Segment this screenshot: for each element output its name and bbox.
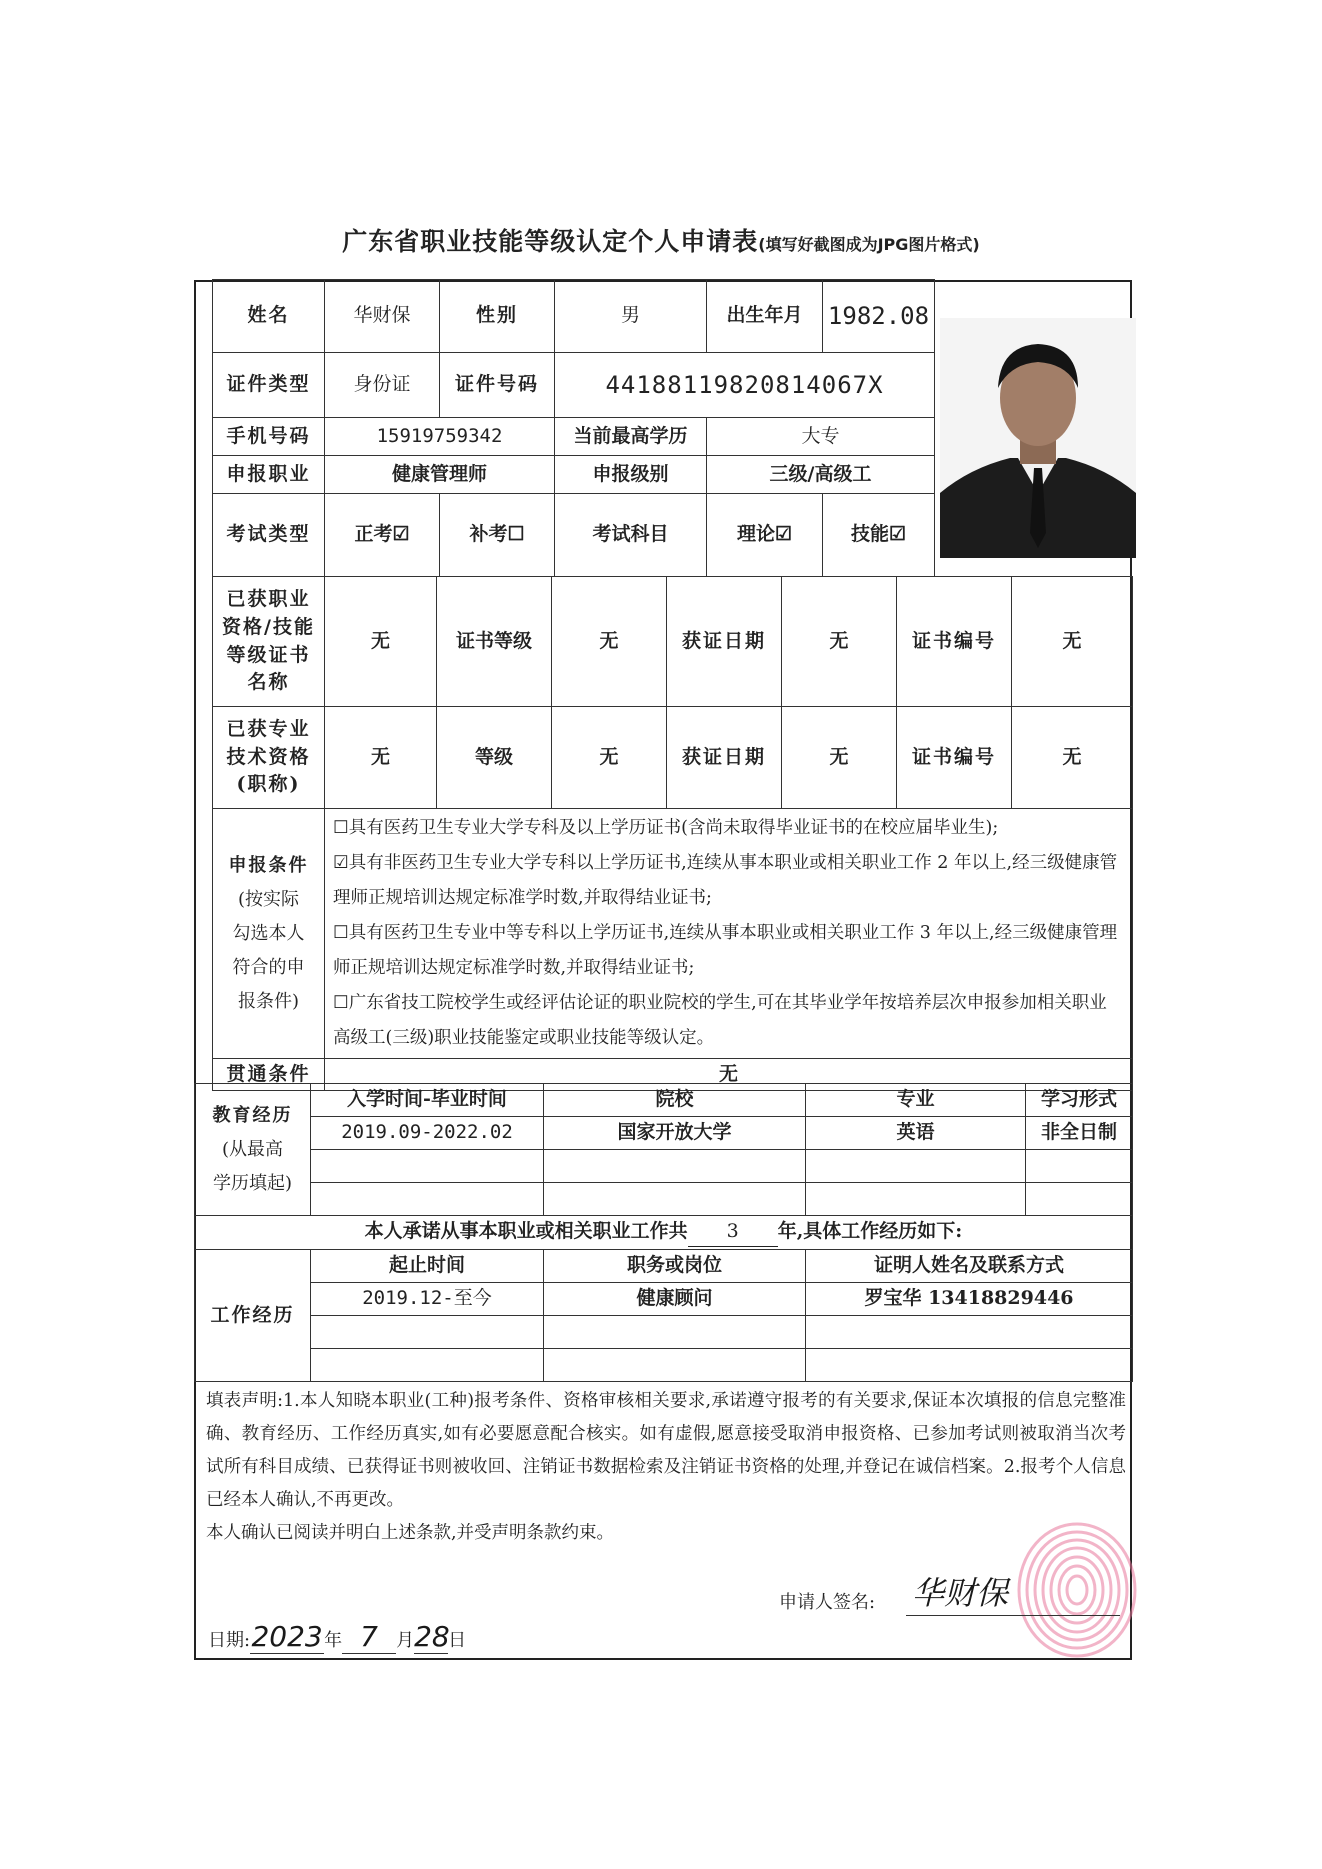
vocational-cert-label: 已获职业 资格/技能 等级证书 名称	[213, 577, 325, 707]
id-type-label: 证件类型	[213, 353, 325, 418]
name-label: 姓名	[213, 280, 325, 353]
exam-type-label: 考试类型	[213, 494, 325, 577]
level-label: 申报级别	[555, 456, 707, 494]
condition-item: ☑具有非医药卫生专业大学专科以上学历证书,连续从事本职业或相关职业工作 2 年以上,经三级健康管理师正规培训达规定标准学时数,并取得结业证书;	[333, 853, 1118, 908]
edu-period: 2019.09-2022.02	[311, 1117, 544, 1150]
education-label: 教育经历	[212, 1104, 293, 1126]
conditions-table	[212, 808, 1133, 1091]
promise-row: 本人承诺从事本职业或相关职业工作共 3 年,具体工作经历如下:	[195, 1216, 1133, 1250]
edu-header-major: 专业	[806, 1084, 1026, 1117]
edu-header-period: 入学时间-毕业时间	[311, 1084, 544, 1117]
exam-subject-label: 考试科目	[555, 494, 707, 577]
through-label: 贯通条件	[213, 1059, 325, 1091]
signature-line	[906, 1615, 1120, 1616]
edu-label: 当前最高学历	[555, 418, 707, 456]
cert-date-label: 获证日期	[667, 577, 782, 707]
work-witness: 罗宝华 13418829446	[806, 1283, 1133, 1316]
form-title-block	[0, 222, 1322, 258]
phone-value: 15919759342	[325, 418, 555, 456]
condition-item: ☐具有医药卫生专业大学专科及以上学历证书(含尚未取得毕业证书的在校应届毕业生);	[333, 818, 999, 838]
education-table	[194, 1083, 1133, 1250]
occupation-label: 申报职业	[213, 456, 325, 494]
birth-value: 1982.08	[823, 280, 935, 353]
table-row	[195, 1183, 1133, 1216]
date-year: 2023	[251, 1620, 323, 1653]
tech-date-label: 获证日期	[667, 707, 782, 809]
edu-major: 英语	[806, 1117, 1026, 1150]
work-label: 工作经历	[195, 1250, 311, 1382]
declaration	[206, 1385, 1126, 1550]
edu-header-form: 学习形式	[1026, 1084, 1133, 1117]
subject-skill: 技能☑	[823, 494, 935, 577]
signature: 华财保	[912, 1574, 1009, 1612]
tech-number-label: 证书编号	[897, 707, 1012, 809]
condition-item: ☐具有医药卫生专业中等专科以上学历证书,连续从事本职业或相关职业工作 3 年以上,经三级健康管理师正规培训达规定标准学时数,并取得结业证书;	[333, 923, 1118, 978]
condition-item: ☐广东省技工院校学生或经评估论证的职业院校的学生,可在其毕业学年按培养层次申报参加相关职业高级工(三级)职业技能鉴定或职业技能等级认定。	[333, 993, 1107, 1048]
tech-cert-label: 已获专业 技术资格 (职称)	[213, 707, 325, 809]
table-row	[195, 1316, 1133, 1349]
through-value: 无	[325, 1059, 1133, 1091]
exam-regular: 正考☑	[325, 494, 440, 577]
cert-number-label: 证书编号	[897, 577, 1012, 707]
phone-label: 手机号码	[213, 418, 325, 456]
id-type-value: 身份证	[325, 353, 440, 418]
work-header-witness: 证明人姓名及联系方式	[806, 1250, 1133, 1283]
work-header-period: 起止时间	[311, 1250, 544, 1283]
date-label: 日期:	[208, 1630, 251, 1651]
level-value: 三级/高级工	[707, 456, 935, 494]
id-no-value: 44188119820814067X	[555, 353, 935, 418]
vocational-cert-name: 无	[325, 577, 437, 707]
edu-school: 国家开放大学	[544, 1117, 806, 1150]
occupation-value: 健康管理师	[325, 456, 555, 494]
tech-cert-name: 无	[325, 707, 437, 809]
certificates-table	[212, 576, 1133, 809]
signature-label: 申请人签名:	[779, 1592, 876, 1613]
cert-level-label: 证书等级	[437, 577, 552, 707]
cert-date-value: 无	[782, 577, 897, 707]
date-month: 7	[342, 1620, 396, 1654]
cert-number-value: 无	[1012, 577, 1133, 707]
exam-makeup: 补考☐	[440, 494, 555, 577]
edu-header-school: 院校	[544, 1084, 806, 1117]
edu-form: 非全日制	[1026, 1117, 1133, 1150]
declaration-text: 填表声明:1.本人知晓本职业(工种)报考条件、资格审核相关要求,承诺遵守报考的有关要求,保证本次填报的信息完整准确、教育经历、工作经历真实,如有必要愿意配合核实。如有虚假,愿意接受取消申报资格、已参加考试则被取消当次考试所有科目成绩、已获得证书则被收回、注销证书数据检索及注销证书资格的处理,并登记在诚信档案。2.报考个人信息已经本人确认,不再更改。	[206, 1391, 1126, 1510]
table-row	[195, 1349, 1133, 1382]
id-no-label: 证件号码	[440, 353, 555, 418]
form-title: 广东省职业技能等级认定个人申请表	[342, 227, 759, 256]
work-table	[194, 1249, 1133, 1382]
applicant-photo	[940, 318, 1136, 558]
fingerprint-icon	[1002, 1510, 1152, 1660]
education-label-cell: 教育经历 (从最高 学历填起)	[195, 1084, 311, 1216]
declaration-confirm: 本人确认已阅读并明白上述条款,并受声明条款约束。	[206, 1523, 615, 1543]
form-title-note: (填写好截图成为JPG图片格式)	[758, 235, 980, 254]
table-row	[195, 1283, 1133, 1316]
conditions-list	[325, 809, 1133, 1059]
date-day: 28	[414, 1620, 450, 1653]
tech-level-value: 无	[552, 707, 667, 809]
table-row	[195, 1117, 1133, 1150]
subject-theory: 理论☑	[707, 494, 823, 577]
birth-label: 出生年月	[707, 280, 823, 353]
tech-level-label: 等级	[437, 707, 552, 809]
gender-label: 性别	[440, 280, 555, 353]
personal-info-table	[212, 279, 935, 577]
gender-value: 男	[555, 280, 707, 353]
table-row	[195, 1150, 1133, 1183]
portrait-icon	[940, 318, 1136, 558]
tech-date-value: 无	[782, 707, 897, 809]
promise-years: 3	[688, 1218, 778, 1247]
date-row: 日期:2023年 7 月28日	[208, 1620, 467, 1653]
work-period: 2019.12-至今	[311, 1283, 544, 1316]
conditions-label-cell: 申报条件 (按实际 勾选本人 符合的申 报条件)	[213, 809, 325, 1059]
work-header-position: 职务或岗位	[544, 1250, 806, 1283]
conditions-label: 申报条件	[228, 854, 309, 876]
work-position: 健康顾问	[544, 1283, 806, 1316]
tech-number-value: 无	[1012, 707, 1133, 809]
cert-level-value: 无	[552, 577, 667, 707]
edu-value: 大专	[707, 418, 935, 456]
name-value: 华财保	[325, 280, 440, 353]
